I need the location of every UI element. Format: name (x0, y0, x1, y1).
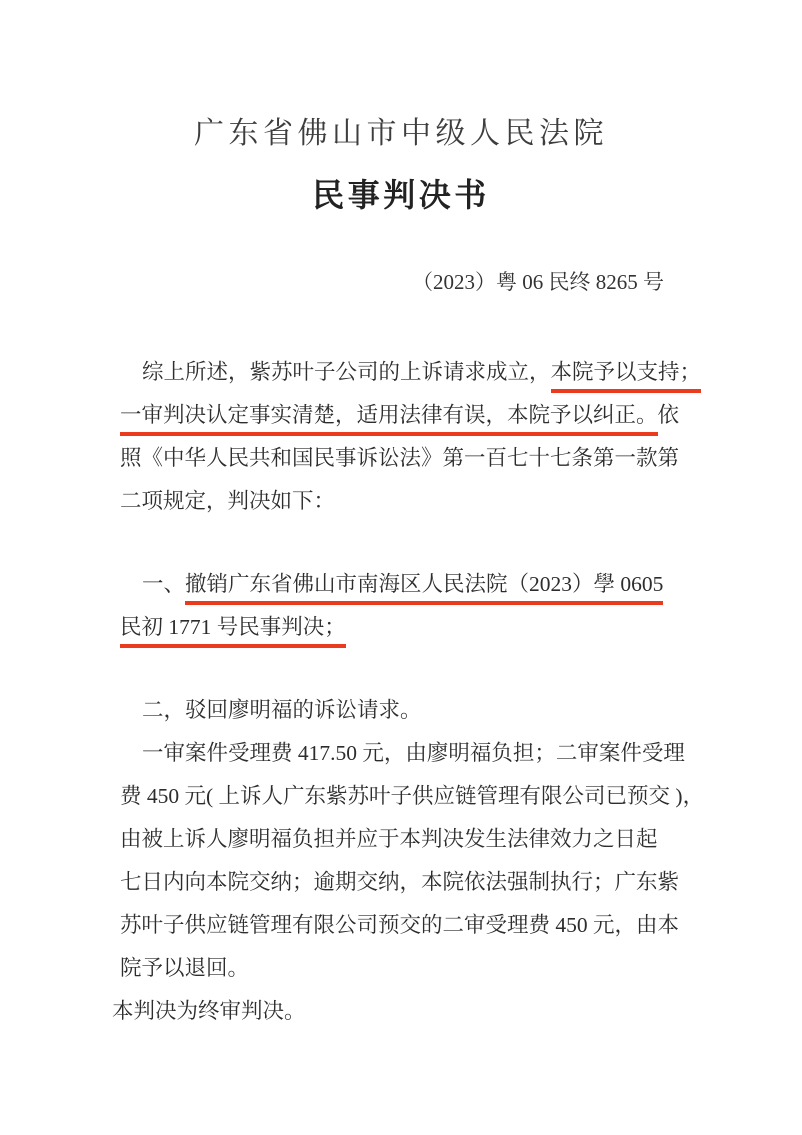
text-line (120, 351, 720, 394)
text-line (120, 480, 720, 523)
text-segment: 苏叶子供应链管理有限公司预交的二审受理费 450 元，由本 (120, 913, 680, 937)
text-segment: 本判决为终审判决。 (112, 999, 306, 1023)
text-segment: 一、 (142, 572, 186, 596)
text-segment: 照《中华人民共和国民事诉讼法》第一百七十七条第一款第 (120, 446, 680, 470)
red-underlined-text: 撤销广东省佛山市南海区人民法院（2023）學 0605 (185, 572, 663, 605)
text-line (120, 947, 720, 990)
red-underlined-text: 一审判决认定事实清楚，适用法律有误，本院予以纠正。 (120, 403, 658, 436)
text-segment: 依 (657, 403, 680, 427)
text-segment: 院予以退回。 (120, 956, 250, 980)
text-segment: 二项规定，判决如下： (120, 489, 336, 513)
court-name: 广东省佛山市中级人民法院 (194, 117, 608, 150)
text-line (120, 606, 720, 649)
red-underlined-text: 本院予以支持； (551, 360, 702, 393)
text-line (120, 689, 720, 732)
text-line (112, 990, 720, 1033)
text-line (120, 861, 720, 904)
text-segment: 由被上诉人廖明福负担并应于本判决发生法律效力之日起 (120, 827, 658, 851)
red-underlined-text: 民初 1771 号民事判决； (120, 615, 346, 648)
text-line (120, 394, 720, 437)
paragraph-block (120, 351, 720, 523)
judgment-body (112, 351, 720, 1033)
text-segment: 一审案件受理费 417.50 元，由廖明福负担；二审案件受理 (142, 741, 685, 765)
text-segment: 费 450 元( 上诉人广东紫苏叶子供应链管理有限公司已预交 )， (120, 784, 705, 808)
paragraph-block (112, 689, 720, 1033)
text-line (120, 563, 720, 606)
text-line (120, 904, 720, 947)
text-segment: 综上所述，紫苏叶子公司的上诉请求成立， (142, 360, 551, 384)
paragraph-block (120, 563, 720, 649)
text-line (120, 437, 720, 480)
document-type-title: 民事判决书 (312, 177, 490, 213)
text-segment: 二，驳回廖明福的诉讼请求。 (142, 698, 422, 722)
text-line (120, 775, 720, 818)
case-number: （2023）粤 06 民终 8265 号 (412, 270, 664, 294)
text-segment: 七日内向本院交纳；逾期交纳，本院依法强制执行；广东紫 (120, 870, 680, 894)
text-line (120, 732, 720, 775)
text-line (120, 818, 720, 861)
